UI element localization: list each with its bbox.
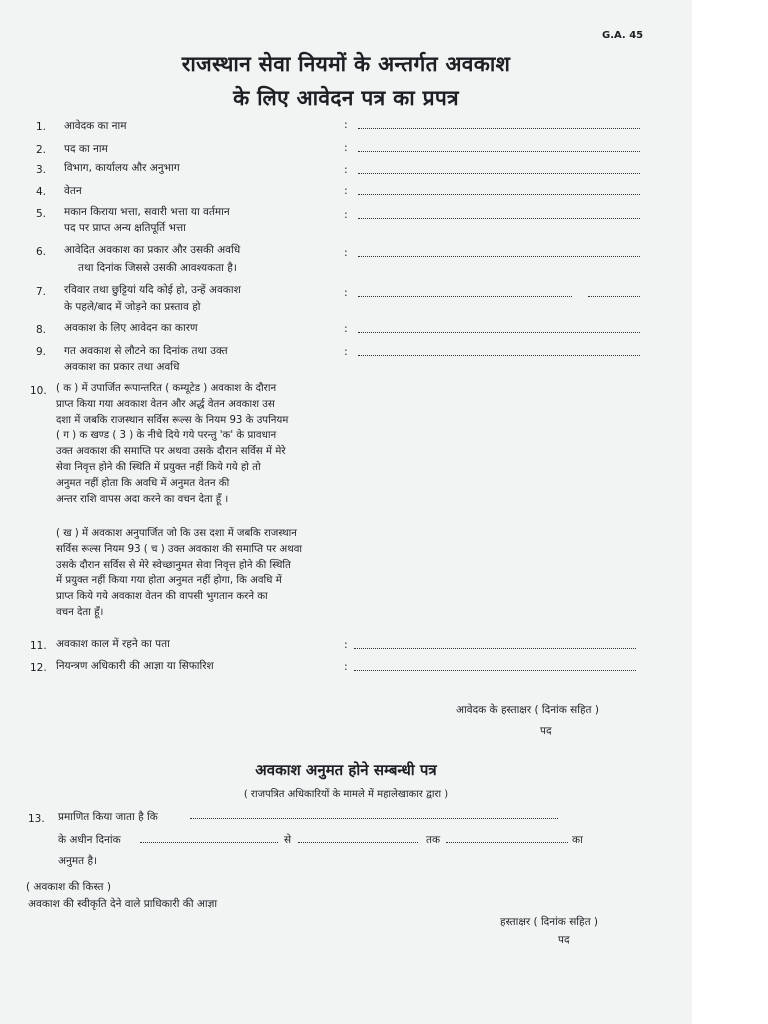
page-title-line-2: के लिए आवेदन पत्र का प्रपत्र <box>233 86 459 110</box>
colon: : <box>344 345 348 358</box>
paragraph-line: सेवा निवृत्त होने की स्थिति में प्रयुक्त नहीं किये गये हो तो <box>56 461 261 473</box>
paragraph-line: प्राप्त किया गया अवकाश वेतन और अर्द्ध वेतन अवकाश उस <box>56 398 275 410</box>
item-label-department: विभाग, कार्यालय और अनुभाग <box>64 162 180 174</box>
paragraph-line: दशा में जबकि राजस्थान सर्विस रूल्स के नियम 93 के उपनियम <box>56 414 289 426</box>
paragraph-line: प्राप्त किये गये अवकाश वेतन की वापसी भुगतान करने का <box>56 591 268 603</box>
item-label-salary: वेतन <box>64 185 82 197</box>
item-label-last-leave-l2: अवकाश का प्रकार तथा अवधि <box>64 361 180 373</box>
item-number: 13. <box>28 813 45 825</box>
form-code: G.A. 45 <box>602 30 644 41</box>
paragraph-line: अनुमत नहीं होता कि अवधि में अनुमत वेतन की <box>56 477 230 489</box>
item-number: 6. <box>36 246 47 258</box>
applicant-name-field[interactable] <box>358 128 640 129</box>
paragraph-line: में प्रयुक्त नहीं किया गया होता अनुमत नहीं होगा, कि अवधि में <box>56 575 282 587</box>
to-date-field[interactable] <box>298 842 418 843</box>
colon: : <box>344 322 348 335</box>
sanction-post-label: पद <box>558 934 570 946</box>
item-label-leave-reason: अवकाश के लिए आवेदन का कारण <box>64 322 198 334</box>
allowance-field[interactable] <box>358 218 640 219</box>
section-title-leave-sanction: अवकाश अनुमत होने सम्बन्धी पत्र <box>255 761 437 779</box>
item-number: 8. <box>36 324 47 336</box>
sanction-authority-label: अवकाश की स्वीकृति देने वाले प्राधिकारी की आज्ञा <box>28 898 218 910</box>
holidays-field-a[interactable] <box>358 296 572 297</box>
paragraph-line: सर्विस रूल्स नियम 93 ( च ) उक्त अवकाश की समाप्ति पर अथवा <box>56 543 303 555</box>
paragraph-line: उसके दौरान सर्विस से मेरे स्वेच्छानुमत सेवा निवृत्त होने की स्थिति <box>56 559 291 571</box>
certificate-line-3: अनुमत है। <box>58 855 98 867</box>
item-label-holidays-l1: रविवार तथा छुट्टियां यदि कोई हो, उन्हें अवकाश <box>64 284 241 296</box>
certificate-from-label: से <box>284 834 292 846</box>
leave-reason-field[interactable] <box>358 332 640 333</box>
sanction-signature-label: हस्ताक्षर ( दिनांक सहित ) <box>500 916 599 928</box>
applicant-post-label: पद <box>540 725 552 737</box>
colon: : <box>344 286 348 299</box>
colon: : <box>344 638 348 651</box>
item-label-recommendation: नियन्त्रण अधिकारी की आज्ञा या सिफारिश <box>56 660 214 672</box>
paragraph-line: वचन देता हूँ। <box>56 606 104 618</box>
paragraph-line: ( ख ) में अवकाश अनुपार्जित जो कि उस दशा में जबकि राजस्थान <box>56 528 297 539</box>
certificate-to-label: तक <box>426 834 441 846</box>
undertaking-paragraph-b <box>56 526 302 621</box>
applicant-signature-label: आवेदक के हस्ताक्षर ( दिनांक सहित ) <box>456 704 599 716</box>
colon: : <box>344 184 348 197</box>
certificate-field-1[interactable] <box>190 818 558 819</box>
paragraph-line: अन्तर राशि वापस अदा करने का वचन देता हूँ । <box>56 493 229 505</box>
certificate-of-label: का <box>572 834 583 846</box>
item-number: 7. <box>36 286 47 298</box>
section-note: ( राजपत्रित अधिकारियों के मामले में महालेखाकार द्वारा ) <box>243 789 449 800</box>
item-number: 4. <box>36 186 47 198</box>
holidays-field-b[interactable] <box>588 296 640 297</box>
recommendation-field[interactable] <box>354 670 636 671</box>
item-number: 2. <box>36 144 47 156</box>
colon: : <box>344 141 348 154</box>
department-field[interactable] <box>358 173 640 174</box>
salary-field[interactable] <box>358 194 640 195</box>
item-number: 10. <box>30 385 47 397</box>
item-number: 3. <box>36 164 47 176</box>
item-label-post: पद का नाम <box>64 143 108 155</box>
item-number: 5. <box>36 208 47 220</box>
item-label-allowance-l2: पद पर प्राप्त अन्य क्षतिपूर्ति भत्ता <box>64 222 186 234</box>
undertaking-paragraph-a <box>56 381 288 507</box>
colon: : <box>344 163 348 176</box>
item-label-last-leave-l1: गत अवकाश से लौटने का दिनांक तथा उक्त <box>64 345 228 357</box>
certificate-under-date-label: के अधीन दिनांक <box>58 834 121 846</box>
item-label-leave-type-l1: आवेदित अवकाश का प्रकार और उसकी अवधि <box>64 244 241 256</box>
leave-type-field[interactable] <box>358 256 640 257</box>
from-date-field[interactable] <box>140 842 278 843</box>
address-field[interactable] <box>354 648 636 649</box>
leave-type-label: ( अवकाश की किस्त ) <box>26 881 111 893</box>
page-title-line-1: राजस्थान सेवा नियमों के अन्तर्गत अवकाश <box>181 52 511 76</box>
paragraph-line: उक्त अवकाश की समाप्ति पर अथवा उसके दौरान सर्विस में मेरे <box>56 446 286 458</box>
item-label-address: अवकाश काल में रहने का पता <box>56 638 170 650</box>
item-label-holidays-l2: के पहले/बाद में जोड़ने का प्रस्ताव हो <box>64 301 201 313</box>
certificate-line-1: प्रमाणित किया जाता है कि <box>58 811 158 823</box>
colon: : <box>344 118 348 131</box>
colon: : <box>344 660 348 673</box>
post-field[interactable] <box>358 151 640 152</box>
paragraph-line: ( क ) में उपार्जित रूपान्तरित ( कम्यूटेड ) अवकाश के दौरान <box>56 383 277 394</box>
item-label-applicant-name: आवेदक का नाम <box>64 120 127 132</box>
item-number: 1. <box>36 121 47 133</box>
colon: : <box>344 246 348 259</box>
last-leave-field[interactable] <box>358 355 640 356</box>
colon: : <box>344 208 348 221</box>
duration-field[interactable] <box>446 842 568 843</box>
item-label-allowance-l1: मकान किराया भत्ता, सवारी भत्ता या वर्तमान <box>64 206 230 218</box>
item-number: 12. <box>30 662 47 674</box>
item-number: 9. <box>36 346 47 358</box>
item-label-leave-type-l2: तथा दिनांक जिससे उसकी आवश्यकता है। <box>78 262 237 274</box>
paragraph-line: ( ग ) क खण्ड ( 3 ) के नीचे दिये गये परन्तु 'क' के प्रावधान <box>56 430 277 442</box>
item-number: 11. <box>30 640 47 652</box>
